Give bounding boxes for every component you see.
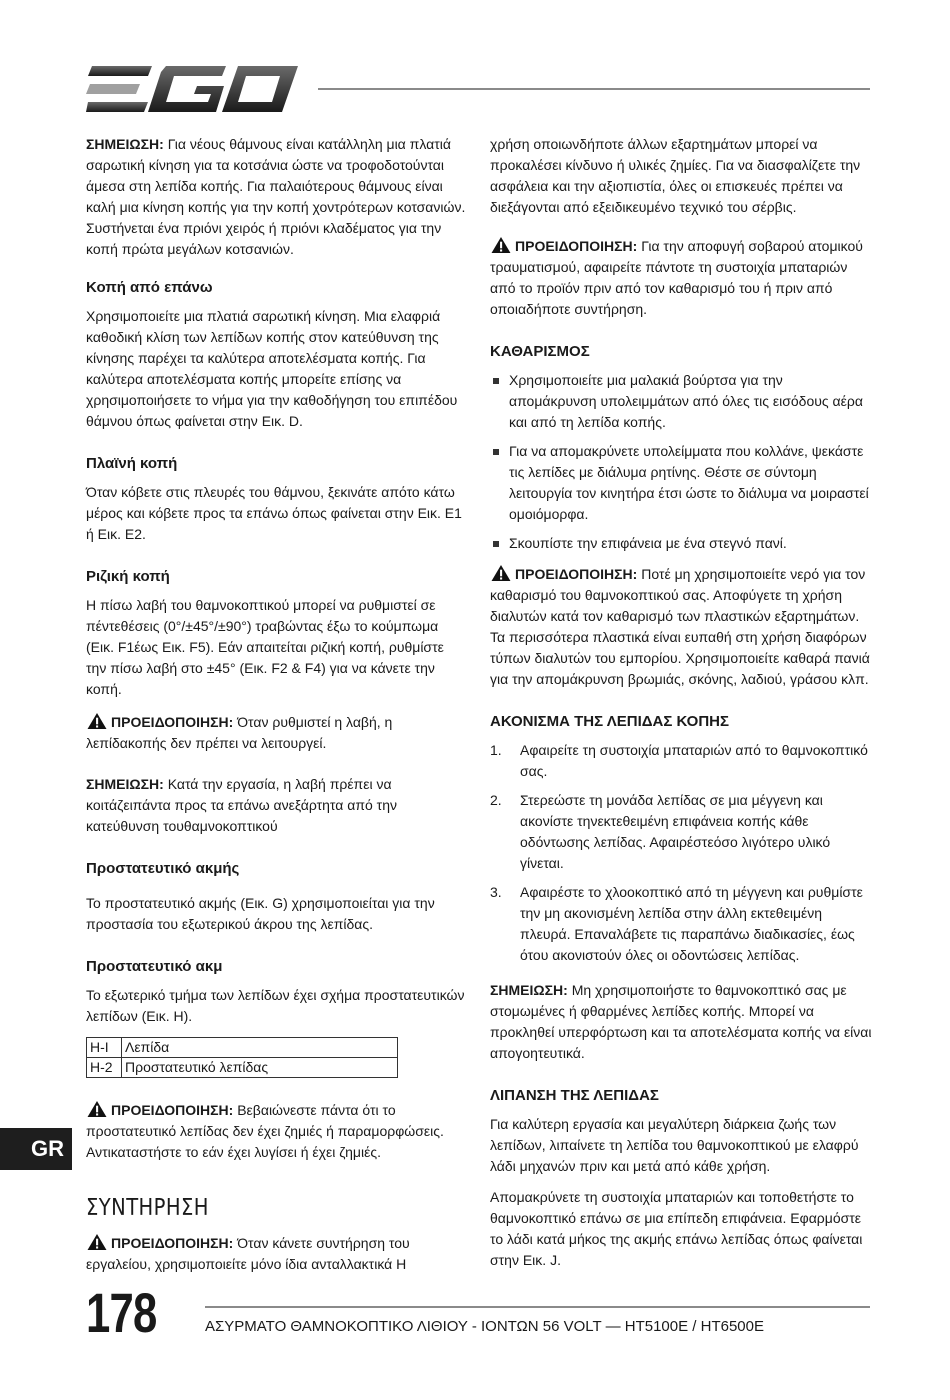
- warning-triangle-icon: [86, 712, 108, 730]
- edge-guard-text: Το προστατευτικό ακμής (Εικ. G) χρησιμοποιείται για την προστασία του εξωτερικού άκρου της λεπίδας.: [86, 895, 435, 932]
- note-young-shrubs: ΣΗΜΕΙΩΣΗ: Για νέους θάμνους είναι κατάλληλη μια πλατιά σαρωτική κίνηση για τα κοτσάνια ώστε να τροφοδοτούνται άμεσα στη λεπίδα κοπής. Για παλαιότερους θάμνους είναι καλή μια κίνηση κοπής για την κοπή χοντρότερων κοτσανιών. Συστήνεται ένα πριόνι χειρός ή πριόνι κλαδέματος για την κοπή πρώτα μεγάλων κοτσανιών.: [86, 136, 466, 257]
- warning-maintenance-parts: ΠΡΟΕΙΔΟΠΟΙΗΣΗ: Όταν κάνετε συντήρηση του εργαλείου, χρησιμοποιείτε μόνο ίδια ανταλλακτικά Η: [86, 1235, 410, 1272]
- lubrication-text-2: Απομακρύνετε τη συστοιχία μπαταριών και τοποθετήστε το θαμνοκοπτικό επάνω σε μια επίπεδη επιφάνεια. Εφαρμόστε το λάδι κατά μήκος της ακμής επάνω λεπίδας όπως φαίνεται στην Εικ. J.: [490, 1189, 863, 1268]
- warning-no-water: ΠΡΟΕΙΔΟΠΟΙΗΣΗ: Ποτέ μη χρησιμοποιείτε νερό για τον καθαρισμό του θαμνοκοπτικού σας. Αποφύγετε τη χρήση διαλυτών κατά τον καθαρισμό των πλαστικών εξαρτημάτων. Τα περισσότερα πλαστικά είναι ευπαθή στη χρήση διαφόρων τύπων διαλυτών του εμπορίου. Χρησιμοποιείτε καθαρά πανιά για την απομάκρυνση βρωμιάς, σκόνης, λαδιού, γράσου κλπ.: [490, 566, 870, 687]
- parts-table: [86, 1037, 398, 1078]
- heading-edge-guard: Προστατευτικό ακμής: [86, 860, 240, 877]
- side-cut-text: Όταν κόβετε στις πλευρές του θάμνου, ξεκινάτε απότο κάτω μέρος και κόβετε προς τα επάνω όπως φαίνεται στην Εικ. E1 ή Εικ. E2.: [86, 484, 462, 542]
- list-item: 1. Αφαιρείτε τη συστοιχία μπαταριών από το θαμνοκοπτικό σας.: [490, 742, 868, 779]
- heading-maintenance: ΣΥΝΤΗΡΗΣΗ: [86, 1195, 209, 1221]
- ego-logo: [86, 64, 298, 114]
- footer-title: ΑΣΥΡΜΑΤΟ ΘΑΜΝΟΚΟΠΤΙΚΟ ΛΙΘΙΟΥ - ΙΟΝΤΩΝ 56 VOLT — HT5100E / HT6500E: [205, 1318, 764, 1335]
- list-item: Για να απομακρύνετε υπολείμματα που κολλάνε, ψεκάστε τις λεπίδες με διάλυμα ρητίνης. Θέστε σε σύντομη λειτουργία τον κινητήρα έτσι ώστε το διάλυμα να μοιραστεί ομοιόμορφα.: [490, 441, 872, 525]
- table-key: H-2: [87, 1058, 122, 1078]
- table-key: H-I: [87, 1038, 122, 1058]
- header-rule: [318, 88, 870, 90]
- tip-guard-text: Το εξωτερικό τμήμα των λεπίδων έχει σχήμα προστατευτικών λεπίδων (Εικ. H).: [86, 987, 465, 1024]
- lubrication-text-1: Για καλύτερη εργασία και μεγαλύτερη διάρκεια ζωής των λεπίδων, λιπαίνετε τη λεπίδα του θαμνοκοπτικού με ελαφρύ λάδι μηχανών πριν και μετά από κάθε χρήση.: [490, 1116, 859, 1174]
- heading-tip-guard: Προστατευτικό ακμ: [86, 958, 223, 975]
- radical-cut-text: Η πίσω λαβή του θαμνοκοπτικού μπορεί να ρυθμιστεί σε πέντεθέσεις (0°/±45°/±90°) τραβώντας έξω το κούμπωμα (Εικ. F1έως Εικ. F5). Εάν απαιτείται ριζική κοπή, ρυθμίστε την πίσω λαβή στο ±45° (Εικ. F2 & F4) για να κάνετε την κοπή.: [86, 597, 444, 697]
- warning-triangle-icon: [86, 1233, 108, 1251]
- warning-remove-battery: ΠΡΟΕΙΔΟΠΟΙΗΣΗ: Για την αποφυγή σοβαρού ατομικού τραυματισμού, αφαιρείτε πάντοτε τη συστοιχία μπαταριών από το προϊόν πριν από τον καθαρισμό του ή πριν από οποιαδήποτε συντήρηση.: [490, 238, 863, 317]
- list-item: Σκουπίστε την επιφάνεια με ένα στεγνό πανί.: [490, 533, 872, 554]
- cleaning-list: [490, 370, 872, 554]
- list-item: 2. Στερεώστε τη μονάδα λεπίδας σε μια μέγγενη και ακονίστε τηνεκτεθειμένη επιφάνεια κοπής κάθε οδόντωσης λεπίδας. Αφαιρέστεόσο λιγότερο υλικό γίνεται.: [490, 792, 831, 871]
- warning-handle-adjust: ΠΡΟΕΙΔΟΠΟΙΗΣΗ: Όταν ρυθμιστεί η λαβή, η λεπίδακοπής δεν πρέπει να λειτουργεί.: [86, 714, 393, 751]
- top-cut-text: Χρησιμοποιείτε μια πλατιά σαρωτική κίνηση. Μια ελαφριά καθοδική κλίση των λεπίδων κοπής στον κατεύθυνση της κίνησης παρέχει τα καλύτερα αποτελέσματα κοπής. Για καλύτερα αποτελέσματα κοπής μπορείτε επίσης να χρησιμοποιήσετε το νήμα για την καθοδήγηση του επιπέδου θάμνου όπως φαίνεται στην Εικ. D.: [86, 308, 458, 429]
- left-column: [86, 134, 468, 1285]
- page-number: 178: [86, 1281, 157, 1344]
- heading-sharpening: ΑΚΟΝΙΣΜΑ ΤΗΣ ΛΕΠΙΔΑΣ ΚΟΠΗΣ: [490, 713, 730, 730]
- list-item: Χρησιμοποιείτε μια μαλακιά βούρτσα για την απομάκρυνση υπολειμμάτων από όλες τις εισόδους αέρα και από τη λεπίδα κοπής.: [490, 370, 872, 433]
- sharpening-steps: [490, 740, 872, 966]
- warning-triangle-icon: [490, 236, 512, 254]
- table-value: Λεπίδα: [122, 1038, 398, 1058]
- warning-triangle-icon: [86, 1100, 108, 1118]
- note-dull-blades: ΣΗΜΕΙΩΣΗ: Μη χρησιμοποιήστε το θαμνοκοπτικό σας με στομωμένες ή φθαρμένες λεπίδες κοπής. Μπορεί να προκληθεί υπερφόρτωση και τα αποτελέσματα κοπής να είναι απογοητευτικά.: [490, 982, 872, 1061]
- table-value: Προστατευτικό λεπίδας: [122, 1058, 398, 1078]
- heading-cleaning: ΚΑΘΑΡΙΣΜΟΣ: [490, 343, 590, 360]
- warning-blade-guard: ΠΡΟΕΙΔΟΠΟΙΗΣΗ: Βεβαιώνεστε πάντα ότι το προστατευτικό λεπίδας δεν έχει ζημιές ή παραμορφώσεις. Αντικαταστήστε το εάν έχει λυγίσει ή έχει ζημιές.: [86, 1102, 444, 1160]
- table-row: [87, 1058, 398, 1078]
- maintenance-continued-text: χρήση οποιωνδήποτε άλλων εξαρτημάτων μπορεί να προκαλέσει κίνδυνο ή υλικές ζημίες. Για να διασφαλίζετε την ασφάλεια και την αξιοπιστία, όλες οι επισκευές πρέπει να διεξάγονται από εξειδικευμένο τεχνικό του σέρβις.: [490, 136, 861, 215]
- footer-rule: [205, 1306, 870, 1308]
- warning-triangle-icon: [490, 564, 512, 582]
- list-item: 3. Αφαιρέστε το χλοοκοπτικό από τη μέγγενη και ρυθμίστε την μη ακονισμένη λεπίδα στην άλλη εκτεθειμένη πλευρά. Επαναλάβετε τις παραπάνω διαδικασίες, έως ότου ακονιστούν όλες οι οδοντώσεις λεπίδας.: [490, 884, 863, 963]
- heading-side-cut: Πλαϊνή κοπή: [86, 455, 178, 472]
- right-column: [490, 134, 872, 1281]
- note-handle-orientation: ΣΗΜΕΙΩΣΗ: Κατά την εργασία, η λαβή πρέπει να κοιτάζειπάντα προς τα επάνω ανεξάρτητα από την κατεύθυνση τουθαμνοκοπτικού: [86, 776, 397, 834]
- language-tab: GR: [0, 1128, 72, 1170]
- heading-radical-cut: Ριζική κοπή: [86, 568, 170, 585]
- heading-top-cut: Κοπή από επάνω: [86, 279, 213, 296]
- heading-lubrication: ΛΙΠΑΝΣΗ ΤΗΣ ΛΕΠΙΔΑΣ: [490, 1087, 659, 1104]
- table-row: [87, 1038, 398, 1058]
